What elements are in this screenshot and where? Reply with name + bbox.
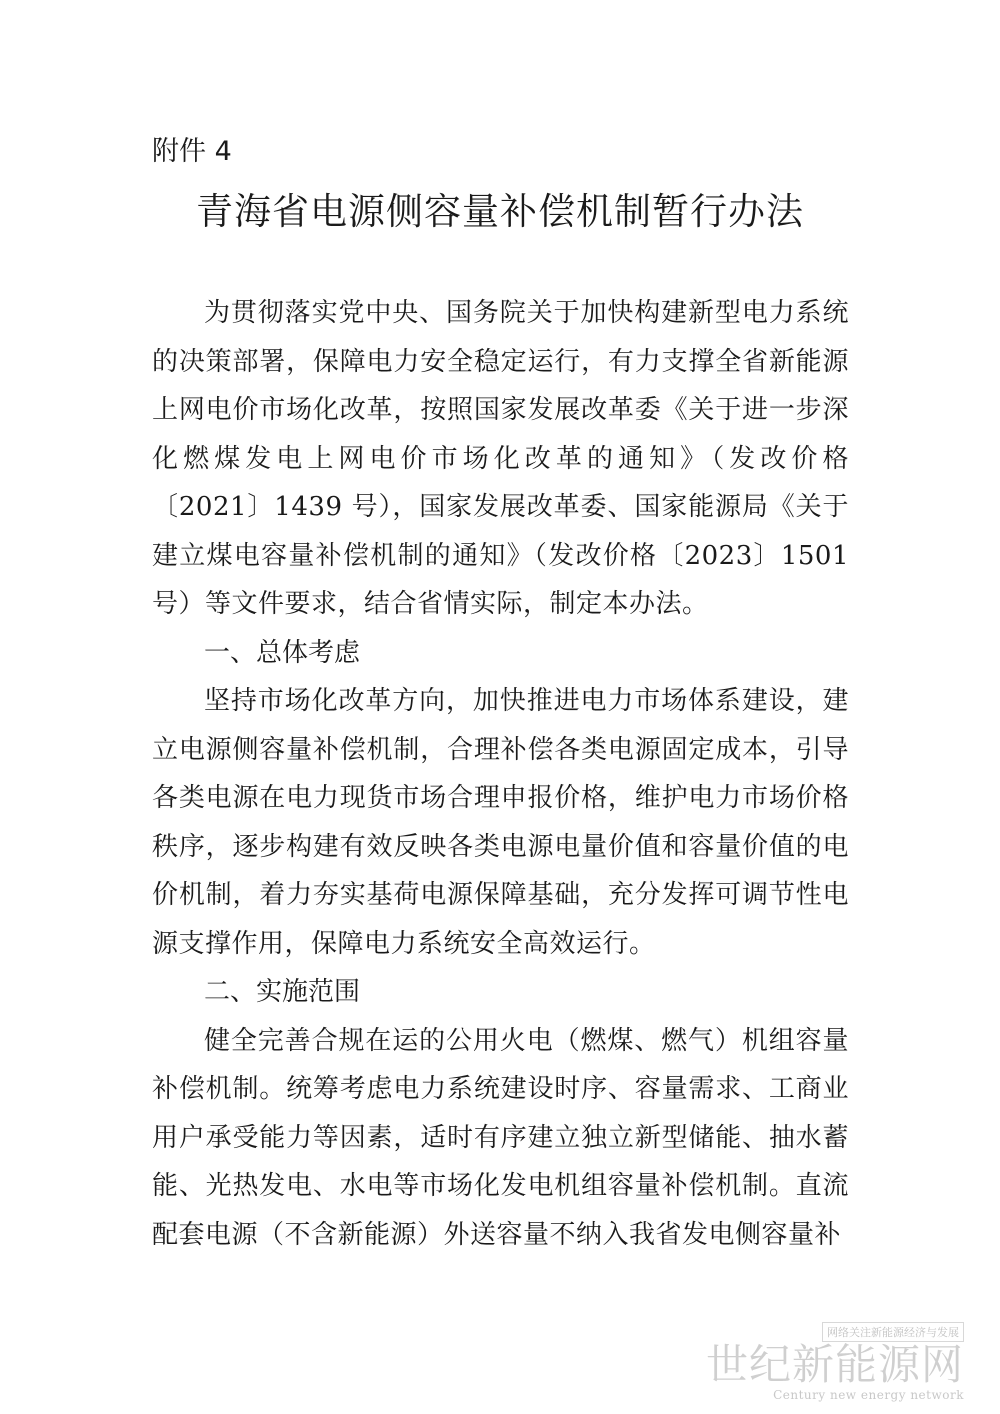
document-body: [152, 289, 849, 1259]
section-1-heading: 一、总体考虑: [204, 637, 361, 668]
intro-paragraph: 为贯彻落实党中央、国务院关于加快构建新型电力系统的决策部署，保障电力安全稳定运行，有力支撑全省新能源上网电价市场化改革，按照国家发展改革委《关于进一步深化燃煤发电上网电价市场化改革的通知》（发改价格〔2021〕1439 号），国家发展改革委、国家能源局《关于建立煤电容量补偿机制的通知》（发改价格〔2023〕1501 号）等文件要求，结合省情实际，制定本办法。: [152, 298, 849, 619]
section-2-heading: 二、实施范围: [204, 977, 361, 1007]
section-2-paragraph: 健全完善合规在运的公用火电（燃煤、燃气）机组容量补偿机制。统筹考虑电力系统建设时序、容量需求、工商业用户承受能力等因素，适时有序建立独立新型储能、抽水蓄能、光热发电、水电等市场化发电机组容量补偿机制。直流配套电源（不含新能源）外送容量不纳入我省发电侧容量补: [152, 1025, 849, 1250]
document-title: 青海省电源侧容量补偿机制暂行办法: [196, 190, 804, 233]
section-1-paragraph: 坚持市场化改革方向，加快推进电力市场体系建设，建立电源侧容量补偿机制，合理补偿各类电源固定成本，引导各类电源在电力现货市场合理申报价格，维护电力市场价格秩序，逐步构建有效反映各类电源电量价值和容量价值的电价机制，着力夯实基荷电源保障基础，充分发挥可调节性电源支撑作用，保障电力系统安全高效运行。: [152, 686, 849, 959]
watermark-logo-text: 世纪新能源网: [705, 1340, 964, 1389]
attachment-label: 附件 4: [152, 136, 232, 167]
watermark-tagline: 网络关注新能源经济与发展: [822, 1322, 964, 1342]
watermark-english: Century new energy network: [773, 1388, 964, 1402]
site-watermark: [706, 1321, 964, 1402]
